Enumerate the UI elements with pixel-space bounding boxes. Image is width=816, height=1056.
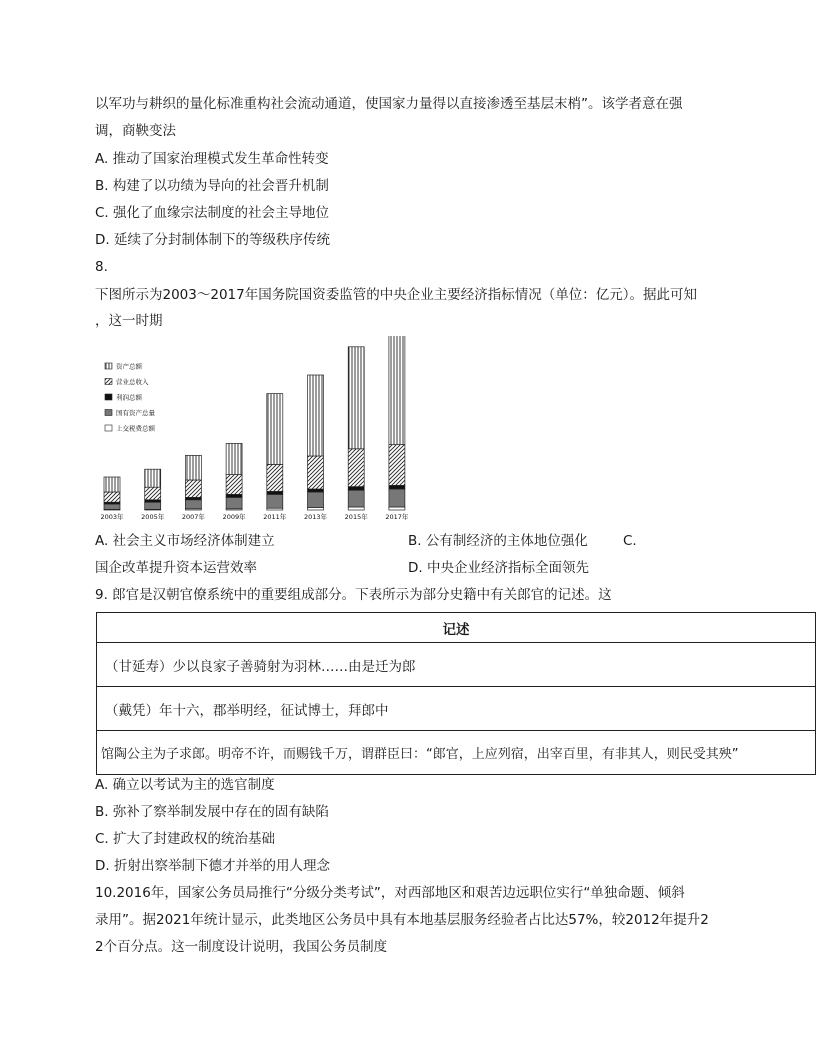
q7-option-d: D. 延续了分封制体制下的等级秩序传统 [95, 232, 330, 248]
table-cell: （戴凭）年十六，郡举明经，征试博士，拜郎中 [97, 687, 816, 731]
legend-label: 资产总额 [116, 362, 142, 371]
q8-stem-line1: 下图所示为2003～2017年国务院国资委监管的中央企业主要经济指标情况（单位：亿元）。据此可知 [95, 287, 697, 303]
bar-segment [389, 336, 405, 445]
legend-swatch [105, 379, 112, 385]
q7-stem-line2: 调，商鞅变法 [95, 123, 176, 139]
bar-segment [104, 477, 120, 492]
economic-indicator-chart [93, 336, 423, 526]
bar-segment [389, 485, 405, 489]
table-row [97, 687, 816, 731]
x-tick-label: 2003年 [100, 513, 124, 521]
table-cell: （甘延寿）少以良家子善骑射为羽林……由是迁为郎 [97, 643, 816, 687]
q10-line1: 10.2016年，国家公务员局推行“分级分类考试”，对西部地区和艰苦边远职位实行“单独命题、倾斜 [95, 885, 685, 901]
bar-segment [389, 507, 405, 510]
bar-segment [185, 455, 201, 480]
table-row [97, 643, 816, 687]
x-tick-label: 2011年 [263, 513, 287, 521]
bar-segment [308, 492, 324, 508]
q7-stem-line1: 以军功与耕织的量化标准重构社会流动通道，使国家力量得以直接渗透至基层末梢”。该学者意在强 [95, 96, 683, 112]
bar-segment [267, 394, 283, 465]
x-tick-label: 2015年 [344, 513, 368, 521]
x-tick-label: 2017年 [385, 513, 409, 521]
q9-option-a: A. 确立以考试为主的选官制度 [95, 777, 275, 793]
q9-option-d: D. 折射出察举制下德才并举的用人理念 [95, 858, 330, 874]
bar-segment [226, 497, 242, 508]
bar-segment [267, 494, 283, 508]
bar-segment [145, 502, 161, 509]
table-cell: 馆陶公主为子求郎。明帝不许，而赐钱千万，谓群臣曰：“郎官，上应列宿，出宰百里，有非其人，则民受其殃” [97, 731, 816, 775]
table-header-row [97, 613, 816, 643]
q8-option-c-label: C. [623, 533, 637, 549]
bar-segment [226, 475, 242, 495]
bar-segment [104, 504, 120, 509]
q9-table [96, 612, 816, 775]
bar-segment [348, 507, 364, 510]
bar-segment [389, 445, 405, 486]
bar-segment [267, 464, 283, 491]
q7-option-a: A. 推动了国家治理模式发生革命性转变 [95, 151, 329, 167]
x-tick-label: 2005年 [141, 513, 165, 521]
bar-segment [308, 508, 324, 510]
legend-label: 国有资产总量 [116, 409, 155, 417]
bar-segment [226, 443, 242, 474]
q8-option-a: A. 社会主义市场经济体制建立 [95, 533, 275, 549]
legend-swatch [105, 394, 112, 400]
x-tick-label: 2013年 [303, 513, 328, 521]
q8-option-b: B. 公有制经济的主体地位强化 [408, 533, 588, 549]
bar-segment [348, 487, 364, 491]
bar-segment [389, 489, 405, 507]
bar-segment [104, 492, 120, 502]
chart-svg [93, 336, 423, 526]
q10-line3: 2个百分点。这一制度设计说明，我国公务员制度 [95, 939, 388, 955]
bar-segment [185, 480, 201, 497]
table-header: 记述 [97, 613, 816, 643]
bar-segment [348, 347, 364, 449]
legend-swatch [105, 425, 112, 431]
q8-number: 8. [95, 259, 108, 275]
q10-line2: 录用”。据2021年统计显示，此类地区公务员中具有本地基层服务经验者占比达57%，较2012年提升2 [95, 912, 709, 928]
legend-swatch [105, 410, 112, 416]
x-tick-label: 2007年 [181, 513, 205, 521]
bar-segment [226, 494, 242, 497]
q8-option-c: 国企改革提升资本运营效率 [95, 560, 257, 576]
bar-segment [267, 491, 283, 494]
bar-segment [308, 489, 324, 492]
legend-label: 上交税费总额 [116, 424, 155, 433]
q9-option-b: B. 弥补了察举制发展中存在的固有缺陷 [95, 804, 329, 820]
q7-option-b: B. 构建了以功绩为导向的社会晋升机制 [95, 178, 329, 194]
q9-stem: 9. 郎官是汉朝官僚系统中的重要组成部分。下表所示为部分史籍中有关郎官的记述。这 [95, 587, 612, 603]
bar-segment [348, 490, 364, 507]
legend-label: 利润总额 [116, 393, 142, 402]
table-row [97, 731, 816, 775]
q9-option-c: C. 扩大了封建政权的统治基础 [95, 831, 276, 847]
bar-segment [145, 469, 161, 487]
bar-segment [308, 375, 324, 456]
bar-segment [185, 500, 201, 509]
legend-label: 营业总收入 [116, 378, 149, 386]
bar-segment [348, 449, 364, 487]
legend-swatch [105, 363, 112, 369]
bar-segment [145, 487, 161, 500]
q8-stem-line2: ，这一时期 [95, 313, 163, 329]
x-tick-label: 2009年 [222, 513, 246, 521]
q8-option-d: D. 中央企业经济指标全面领先 [408, 560, 589, 576]
bar-segment [308, 456, 324, 489]
q7-option-c: C. 强化了血缘宗法制度的社会主导地位 [95, 205, 330, 221]
bar-segment [145, 500, 161, 502]
bar-segment [185, 497, 201, 499]
